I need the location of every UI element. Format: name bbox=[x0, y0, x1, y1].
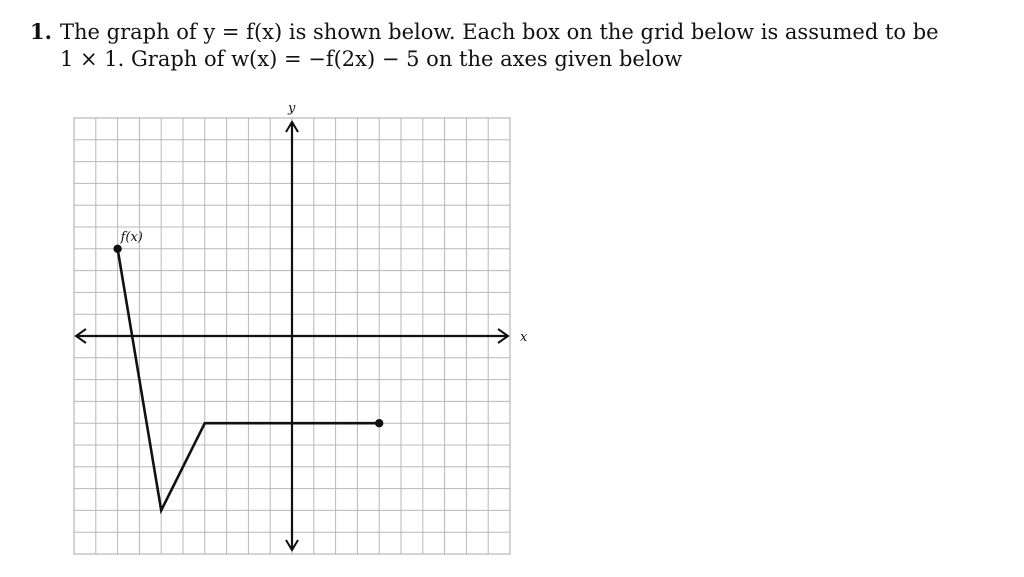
endpoint-dot bbox=[113, 245, 121, 253]
problem-number: 1. bbox=[30, 19, 52, 44]
y-axis-label: y bbox=[288, 101, 296, 116]
problem-line-2: 1 × 1. Graph of w(x) = −f(2x) − 5 on the axes given below bbox=[60, 47, 683, 71]
function-label: f(x) bbox=[120, 229, 143, 245]
problem-text-1: The graph of y = f(x) is shown below. Each box on the grid below is assumed to be bbox=[60, 20, 939, 44]
endpoint-dot bbox=[375, 419, 383, 427]
x-axis-label: x bbox=[520, 330, 528, 345]
axes bbox=[76, 122, 508, 550]
